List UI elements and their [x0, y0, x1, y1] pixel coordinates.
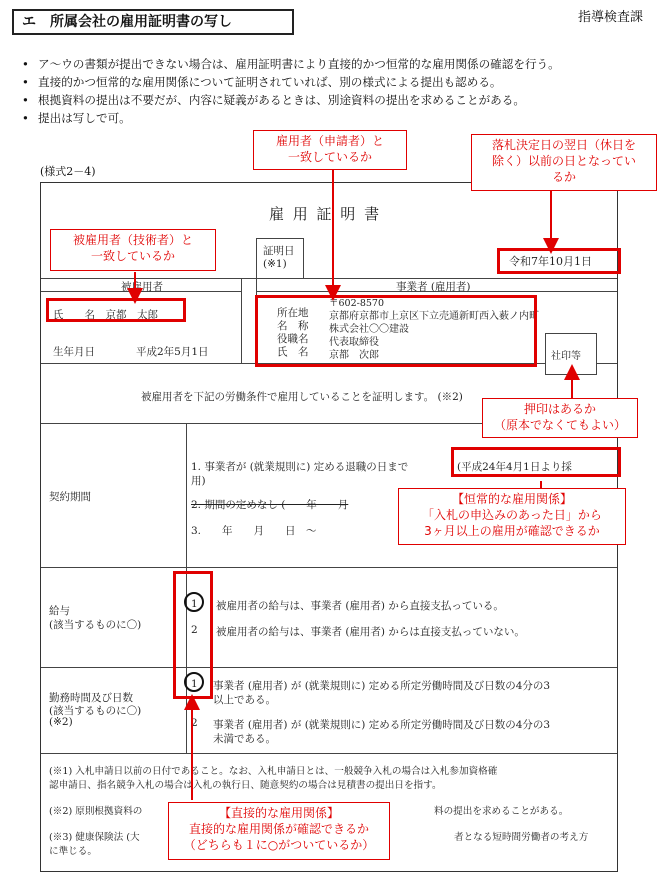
footnote-2: (※2) 原則根拠資料の [49, 806, 143, 817]
birth-label: 生年月日 [53, 346, 95, 358]
hours-option-2-number: 2 [191, 717, 198, 729]
employer-header: 事業者 (雇用者) [396, 281, 471, 293]
bullet-item: • ア～ウの書類が提出できない場合は、雇用証明書により直接的かつ恒常的な雇用関係の確認を行う。 [22, 55, 560, 73]
department-label: 指導検査課 [578, 10, 644, 25]
salary-option-2-number: 2 [191, 624, 198, 636]
footnote-2-cont: 料の提出を求めることがある。 [434, 806, 569, 817]
hours-option-1-number: 1 [191, 678, 198, 690]
salary-option-2: 被雇用者の給与は、事業者 (雇用者) からは直接支払っていない。 [216, 626, 525, 638]
contract-option-1-value: (平成24年4月1日より採 [457, 461, 572, 473]
contract-option-1: 1. 事業者が (就業規則に) 定める退職の日まで [191, 461, 409, 473]
callout-line: 「入札の申込みのあった日」から [422, 508, 602, 522]
contract-option-1-tail: 用) [191, 475, 206, 487]
employee-name: 氏 名 京都 太郎 [53, 309, 158, 321]
contract-label: 契約期間 [49, 491, 91, 503]
callout-line: 押印はあるか [523, 402, 596, 416]
callout-line: 一致しているか [287, 150, 372, 164]
form-title: 雇 用 証 明 書 [269, 205, 382, 223]
company-label: 名 称 [277, 320, 309, 332]
hours-label: 勤務時間及び日数 [49, 692, 133, 704]
hours-option-1-cont: 以上である。 [213, 694, 276, 706]
callout-line: 直接的な雇用関係が確認できるか [188, 822, 369, 836]
bullet-item: • 根拠資料の提出は不要だが、内容に疑義があるときは、別途資料の提出を求めることがある。 [22, 91, 560, 109]
section-heading: エ 所属会社の雇用証明書の写し [12, 9, 294, 35]
callout-line: （どちらも１に○がついているか） [183, 838, 375, 852]
seal-label: 社印等 [551, 351, 581, 362]
callout-line: 雇用者（申請者）と [275, 134, 384, 148]
hours-footnote-ref: (※2) [49, 716, 73, 728]
form-number: (様式2－4) [40, 165, 96, 178]
footnote-1-cont: 認申請日、指名競争入札の場合は入札の執行日、随意契約の場合は見積書の提出日を指す。 [49, 780, 442, 791]
callout-line: 落札決定日の翌日（休日を [491, 138, 636, 152]
contract-option-3: 3. 年 月 日 ～ [191, 525, 317, 537]
employer-person: 京都 次郎 [329, 350, 379, 361]
callout-line: 除く）以前の日となってい [491, 154, 636, 168]
callout-line: 【直接的な雇用関係】 [218, 806, 339, 820]
address-label: 所在地 [277, 307, 309, 319]
callout-line: 【恒常的な雇用関係】 [451, 492, 572, 506]
bullet-item: • 直接的かつ恒常的な雇用関係について証明されていれば、別の様式による提出も認める。 [22, 73, 560, 91]
birth-value: 平成2年5月1日 [136, 346, 209, 358]
cert-date-note: (※1) [263, 258, 287, 270]
callout-direct-employment [168, 802, 390, 860]
employee-header: 被雇用者 [121, 281, 163, 293]
hours-option-1: 事業者 (雇用者) が (就業規則に) 定める所定労働時間及び日数の4分の3 [213, 680, 551, 692]
callout-line: 被雇用者（技術者）と [72, 233, 193, 247]
employer-title: 代表取締役 [329, 337, 379, 348]
footnote-3: (※3) 健康保険法 (大 [49, 832, 140, 843]
employer-address: 京都府京都市上京区下立売通新町西入薮ノ内町 [329, 311, 539, 322]
callout-line: （原本でなくてもよい） [493, 418, 626, 432]
salary-option-1-number: 1 [191, 598, 198, 610]
callout-line: 一致しているか [90, 249, 175, 263]
footnote-1: (※1) 入札申請日以前の日付であること。なお、入札申請日とは、一般競争入札の場合は入札参加資格確 [49, 766, 498, 777]
salary-label: 給与 [49, 605, 70, 617]
hours-note: (該当するものに〇) [49, 705, 142, 717]
hours-option-2: 事業者 (雇用者) が (就業規則に) 定める所定労働時間及び日数の4分の3 [213, 719, 551, 731]
title-label: 役職名 [277, 333, 309, 345]
cert-date-label: 証明日 [263, 245, 295, 257]
contract-option-2: 2. 期間の定めなし ( 年 月 [191, 499, 349, 511]
footnote-3-cont: 者となる短時間労働者の考え方 [454, 832, 589, 843]
callout-permanent-employment [398, 488, 626, 545]
callout-employer-match [253, 130, 407, 170]
salary-note: (該当するものに〇) [49, 619, 142, 631]
postcode: 〒602-8570 [329, 298, 385, 309]
callout-employee-match [50, 229, 216, 271]
salary-option-1: 被雇用者の給与は、事業者 (雇用者) から直接支払っている。 [216, 600, 504, 612]
callout-line: るか [551, 170, 576, 184]
callout-seal-check [482, 398, 638, 438]
statement: 被雇用者を下記の労働条件で雇用していることを証明します。 (※2) [141, 391, 463, 403]
hours-option-2-cont: 未満である。 [213, 733, 276, 745]
callout-date-check [471, 134, 657, 191]
callout-line: 3ヶ月以上の雇用が確認できるか [424, 524, 600, 538]
cert-date-value: 令和7年10月1日 [509, 255, 592, 268]
footnote-3-end: に準じる。 [49, 846, 97, 857]
employer-company: 株式会社〇〇建設 [329, 324, 409, 335]
bullet-item: • 提出は写しで可。 [22, 109, 560, 127]
person-label: 氏 名 [277, 346, 309, 358]
